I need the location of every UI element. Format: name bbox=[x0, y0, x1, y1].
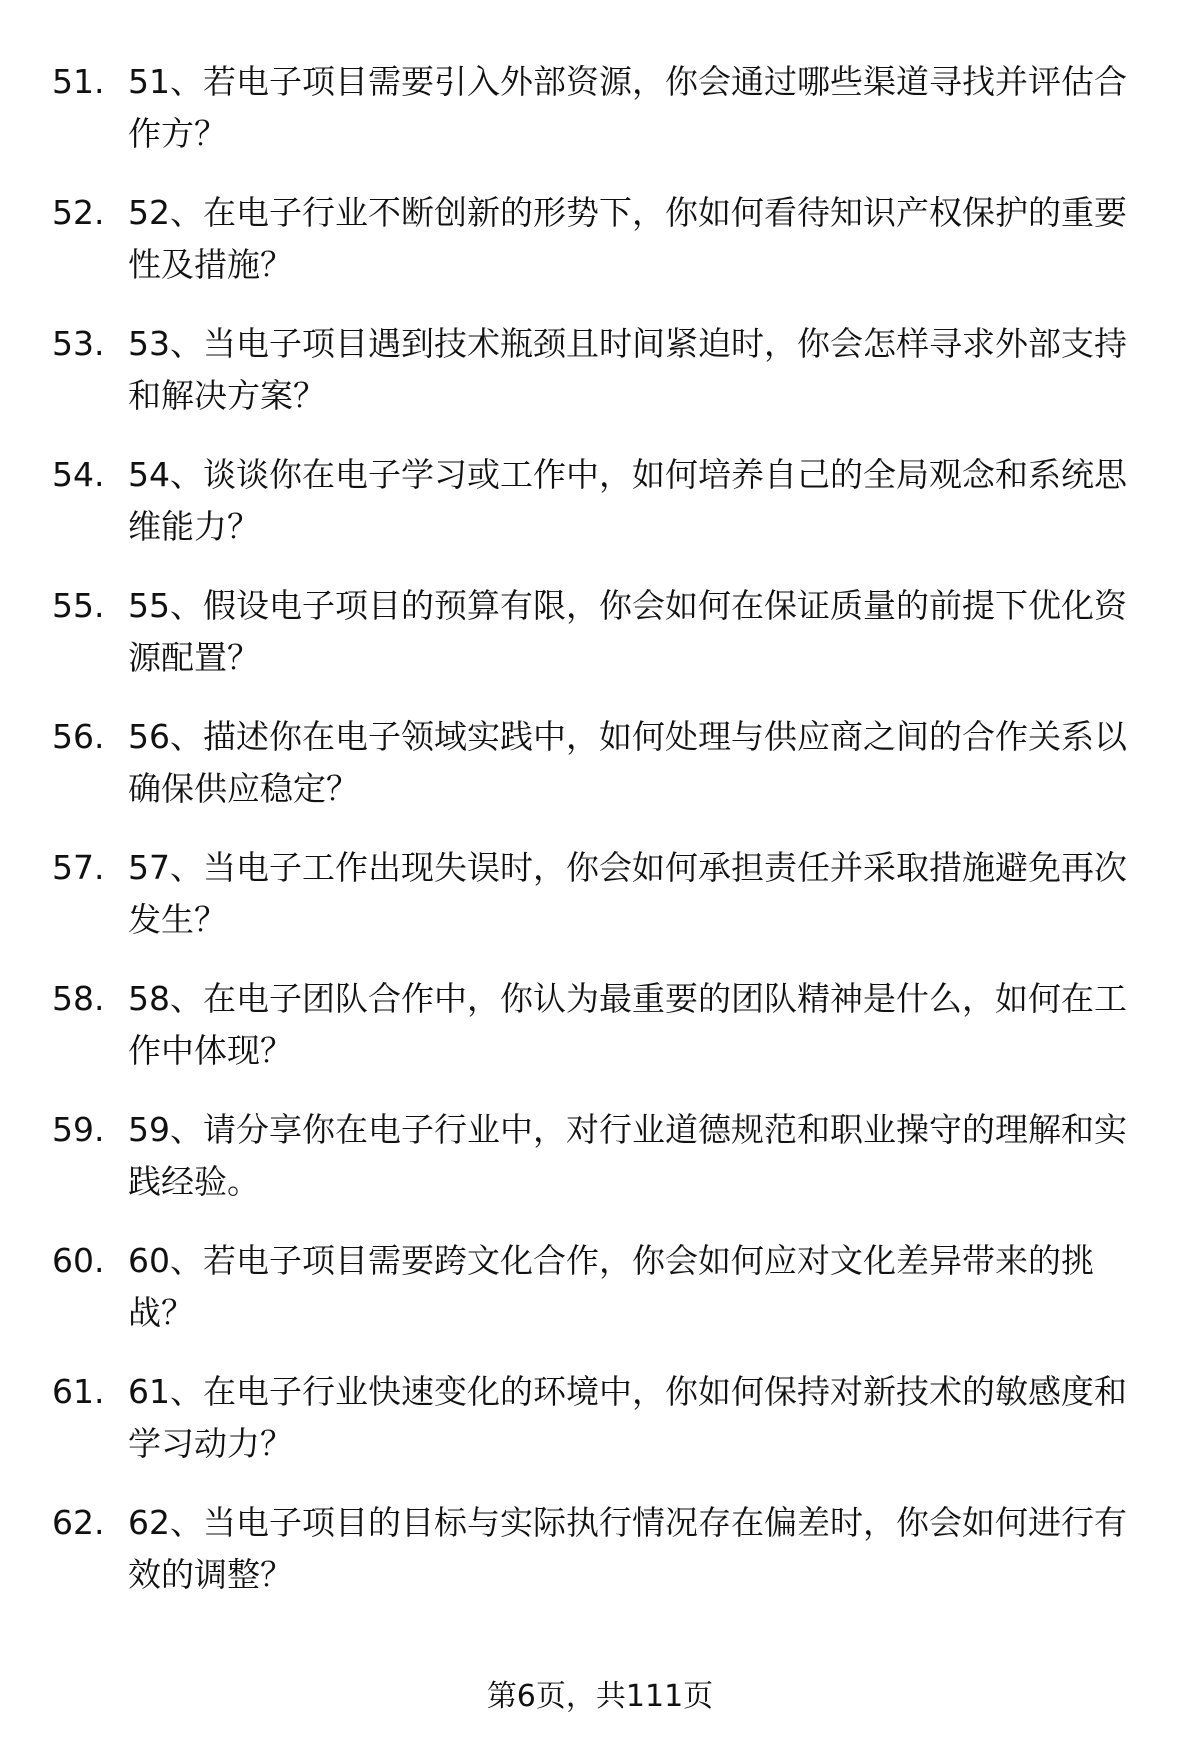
question-item bbox=[0, 1235, 1200, 1366]
question-text: 52、在电子行业不断创新的形势下，你如何看待知识产权保护的重要性及措施？ bbox=[128, 193, 1127, 284]
question-text: 57、当电子工作出现失误时，你会如何承担责任并采取措施避免再次发生？ bbox=[128, 848, 1127, 939]
question-item bbox=[0, 1104, 1200, 1235]
question-text: 62、当电子项目的目标与实际执行情况存在偏差时，你会如何进行有效的调整？ bbox=[128, 1503, 1127, 1594]
question-number: 58. bbox=[52, 979, 105, 1018]
question-text: 56、描述你在电子领域实践中，如何处理与供应商之间的合作关系以确保供应稳定？ bbox=[128, 717, 1127, 808]
question-text: 61、在电子行业快速变化的环境中，你如何保持对新技术的敏感度和学习动力？ bbox=[128, 1372, 1127, 1463]
question-text: 60、若电子项目需要跨文化合作，你会如何应对文化差异带来的挑战？ bbox=[128, 1241, 1094, 1332]
question-number: 60. bbox=[52, 1241, 105, 1280]
question-item bbox=[0, 711, 1200, 842]
page-number-footer: 第6页，共111页 bbox=[486, 1679, 714, 1714]
question-item bbox=[0, 842, 1200, 973]
question-text: 54、谈谈你在电子学习或工作中，如何培养自己的全局观念和系统思维能力？ bbox=[128, 455, 1127, 546]
question-item bbox=[0, 56, 1200, 187]
question-number: 56. bbox=[52, 717, 105, 756]
question-item bbox=[0, 1497, 1200, 1628]
question-item bbox=[0, 973, 1200, 1104]
question-text: 51、若电子项目需要引入外部资源，你会通过哪些渠道寻找并评估合作方？ bbox=[128, 62, 1127, 153]
question-text: 53、当电子项目遇到技术瓶颈且时间紧迫时，你会怎样寻求外部支持和解决方案？ bbox=[128, 324, 1127, 415]
question-number: 61. bbox=[52, 1372, 105, 1411]
question-text: 58、在电子团队合作中，你认为最重要的团队精神是什么，如何在工作中体现？ bbox=[128, 979, 1127, 1070]
question-text: 59、请分享你在电子行业中，对行业道德规范和职业操守的理解和实践经验。 bbox=[128, 1110, 1127, 1201]
question-item bbox=[0, 1366, 1200, 1497]
question-number: 59. bbox=[52, 1110, 105, 1149]
question-number: 52. bbox=[52, 193, 105, 232]
question-item bbox=[0, 187, 1200, 318]
question-number: 51. bbox=[52, 62, 105, 101]
question-number: 55. bbox=[52, 586, 105, 625]
question-number: 54. bbox=[52, 455, 105, 494]
question-number: 62. bbox=[52, 1503, 105, 1542]
question-list bbox=[0, 56, 1200, 1628]
question-number: 57. bbox=[52, 848, 105, 887]
question-item bbox=[0, 318, 1200, 449]
question-text: 55、假设电子项目的预算有限，你会如何在保证质量的前提下优化资源配置？ bbox=[128, 586, 1127, 677]
question-item bbox=[0, 580, 1200, 711]
question-item bbox=[0, 449, 1200, 580]
question-number: 53. bbox=[52, 324, 105, 363]
